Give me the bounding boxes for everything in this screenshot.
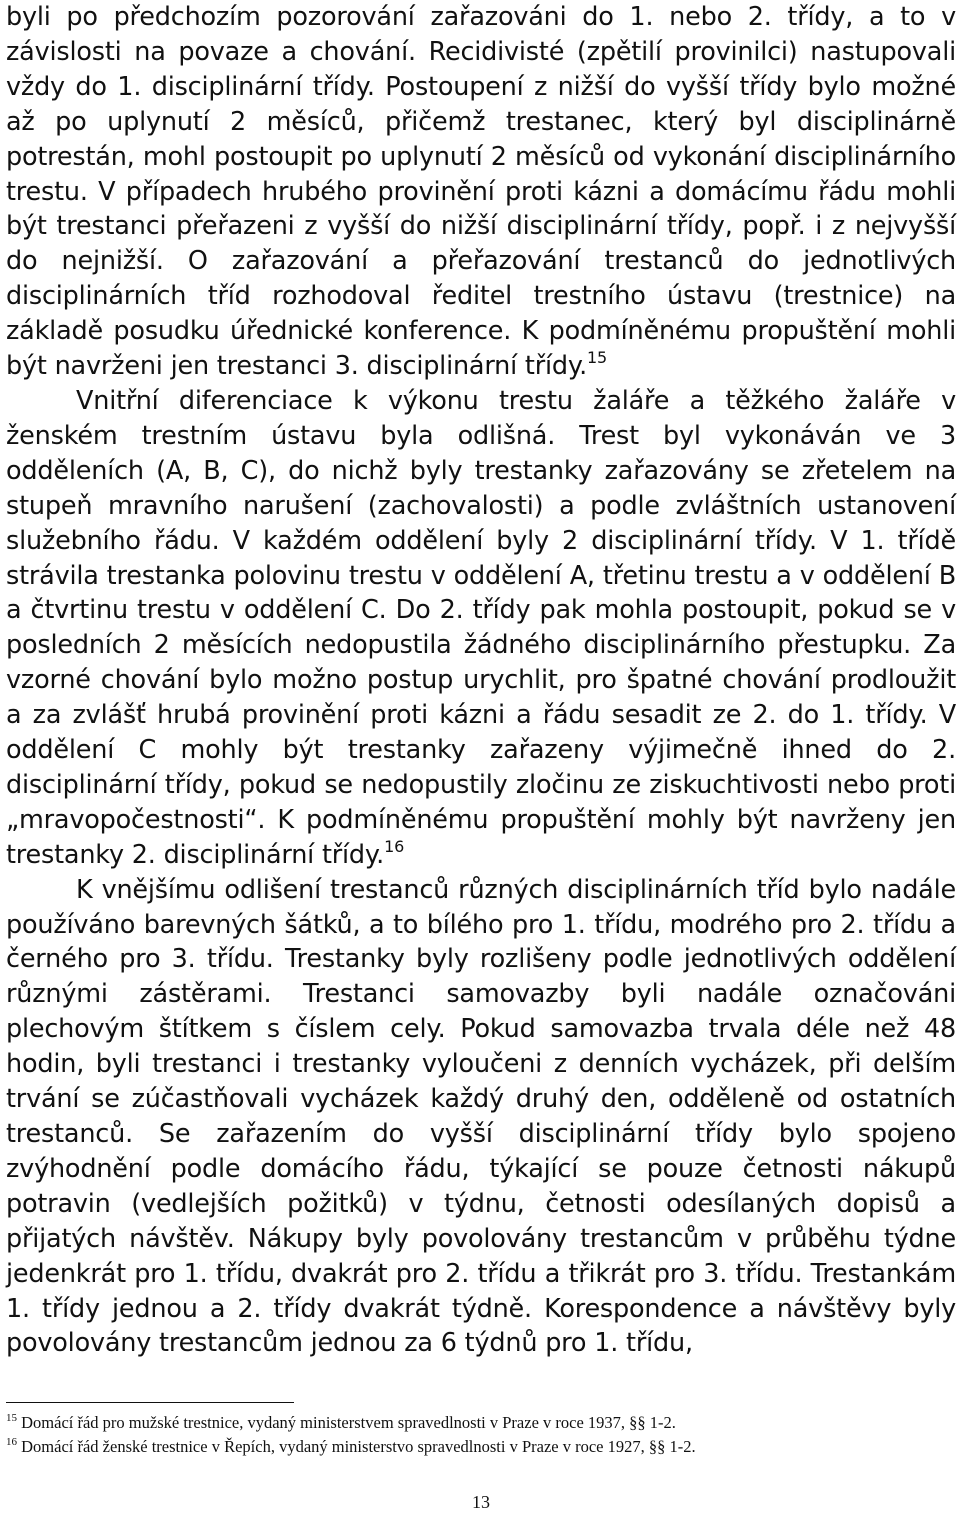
paragraph-3-text: K vnějšímu odlišení trestanců různých disciplinárních tříd bylo nadále používáno barevných šátků, a to bílého pro 1. třídu, modrého pro 2. třídu a černého pro 3. třídu. Trestanky byly rozlišeny podle jednotlivých oddělení různými zástěrami. Trestanci samovazby byli nadále označováni plechovým štítkem s číslem cely. Pokud samovazba trvala déle než 48 hodin, byli trestanci i trestanky vyloučeni z denních vycházek, při delším trvání se zúčastňovali vycházek každý druhý den, odděleně od ostatních trestanců. Se zařazením do vyšší disciplinární třídy bylo spojeno zvýhodnění podle domácího řádu, týkající se pouze četnosti nákupů potravin (vedlejších požitků) v týdnu, četnosti odesílaných dopisů a přijatých návštěv. Nákupy byly povolovány trestancům v průběhu týdne jedenkrát pro 1. třídu, dvakrát pro 2. třídu a třikrát pro 3. třídu. Trestankám 1. třídy jednou a 2. třídy dvakrát týdně. Korespondence a návštěvy byly povolovány trestancům jednou za 6 týdnů pro 1. třídu, bbox=[6, 874, 956, 1359]
footnote-ref-16[interactable]: 16 bbox=[384, 836, 405, 856]
paragraph-1-text: byli po předchozím pozorování zařazováni do 1. nebo 2. třídy, a to v závislosti na povaze a chování. Recidivisté (zpětilí provinilci) nastupovali vždy do 1. disciplinární třídy. Postoupení z nižší do vyšší třídy bylo možné až po uplynutí 2 měsíců, přičemž trestanec, který byl disciplinárně potrestán, mohl postoupit po uplynutí 2 měsíců od vykonání disciplinárního trestu. V případech hrubého provinění proti kázni a domácímu řádu mohli být trestanci přeřazeni z vyšší do nižší disciplinární třídy, popř. i z nejvyšší do nejnižší. O zařazování a přeřazování trestanců do jednotlivých disciplinárních tříd rozhodoval ředitel trestního ústavu (trestnice) na základě posudku úřednické konference. K podmíněnému propuštění mohli být navrženi jen trestanci 3. disciplinární třídy. bbox=[6, 2, 956, 382]
footnote-text: Domácí řád ženské trestnice v Řepích, vydaný ministerstvo spravedlnosti v Praze v roce 1927, §§ 1-2. bbox=[21, 1437, 696, 1456]
footnote-16 bbox=[6, 1435, 956, 1459]
paragraph-3 bbox=[6, 873, 956, 1362]
footnote-number: 16 bbox=[6, 1436, 17, 1448]
body-text bbox=[6, 0, 956, 1361]
document-page bbox=[6, 0, 956, 1537]
footnote-15 bbox=[6, 1411, 956, 1435]
footnote-number: 15 bbox=[6, 1412, 17, 1424]
footnote-ref-15[interactable]: 15 bbox=[587, 348, 608, 368]
paragraph-2 bbox=[6, 384, 956, 873]
page-number: 13 bbox=[472, 1492, 490, 1512]
paragraph-1 bbox=[6, 0, 956, 384]
footnotes bbox=[6, 1411, 956, 1459]
paragraph-2-text: Vnitřní diferenciace k výkonu trestu žaláře a těžkého žaláře v ženském trestním ústavu byla odlišná. Trest byl vykonáván ve 3 odděleních (A, B, C), do nichž byly trestanky zařazovány se zřetelem na stupeň mravního narušení (zachovalosti) a podle zvláštních ustanovení služebního řádu. V každém oddělení byly 2 disciplinární třídy. V 1. třídě strávila trestanka polovinu trestu v oddělení A, třetinu trestu a v oddělení B a čtvrtinu trestu v oddělení C. Do 2. třídy pak mohla postoupit, pokud se v posledních 2 měsících nedopustila žádného disciplinárního přestupku. Za vzorné chování bylo možno postup urychlit, pro špatné chování prodloužit a za zvlášť hrubá provinění proti kázni a řádu sesadit ze 2. do 1. třídy. V oddělení C mohly být trestanky zařazeny výjimečně ihned do 2. disciplinární třídy, pokud se nedopustily zločinu ze ziskuchtivosti nebo proti „mravopočestnosti“. K podmíněnému propuštění mohly být navrženy jen trestanky 2. disciplinární třídy. bbox=[6, 385, 956, 870]
footnote-separator bbox=[6, 1402, 294, 1403]
footnote-text: Domácí řád pro mužské trestnice, vydaný ministerstvem spravedlnosti v Praze v roce 1937, §§ 1-2. bbox=[21, 1413, 676, 1432]
